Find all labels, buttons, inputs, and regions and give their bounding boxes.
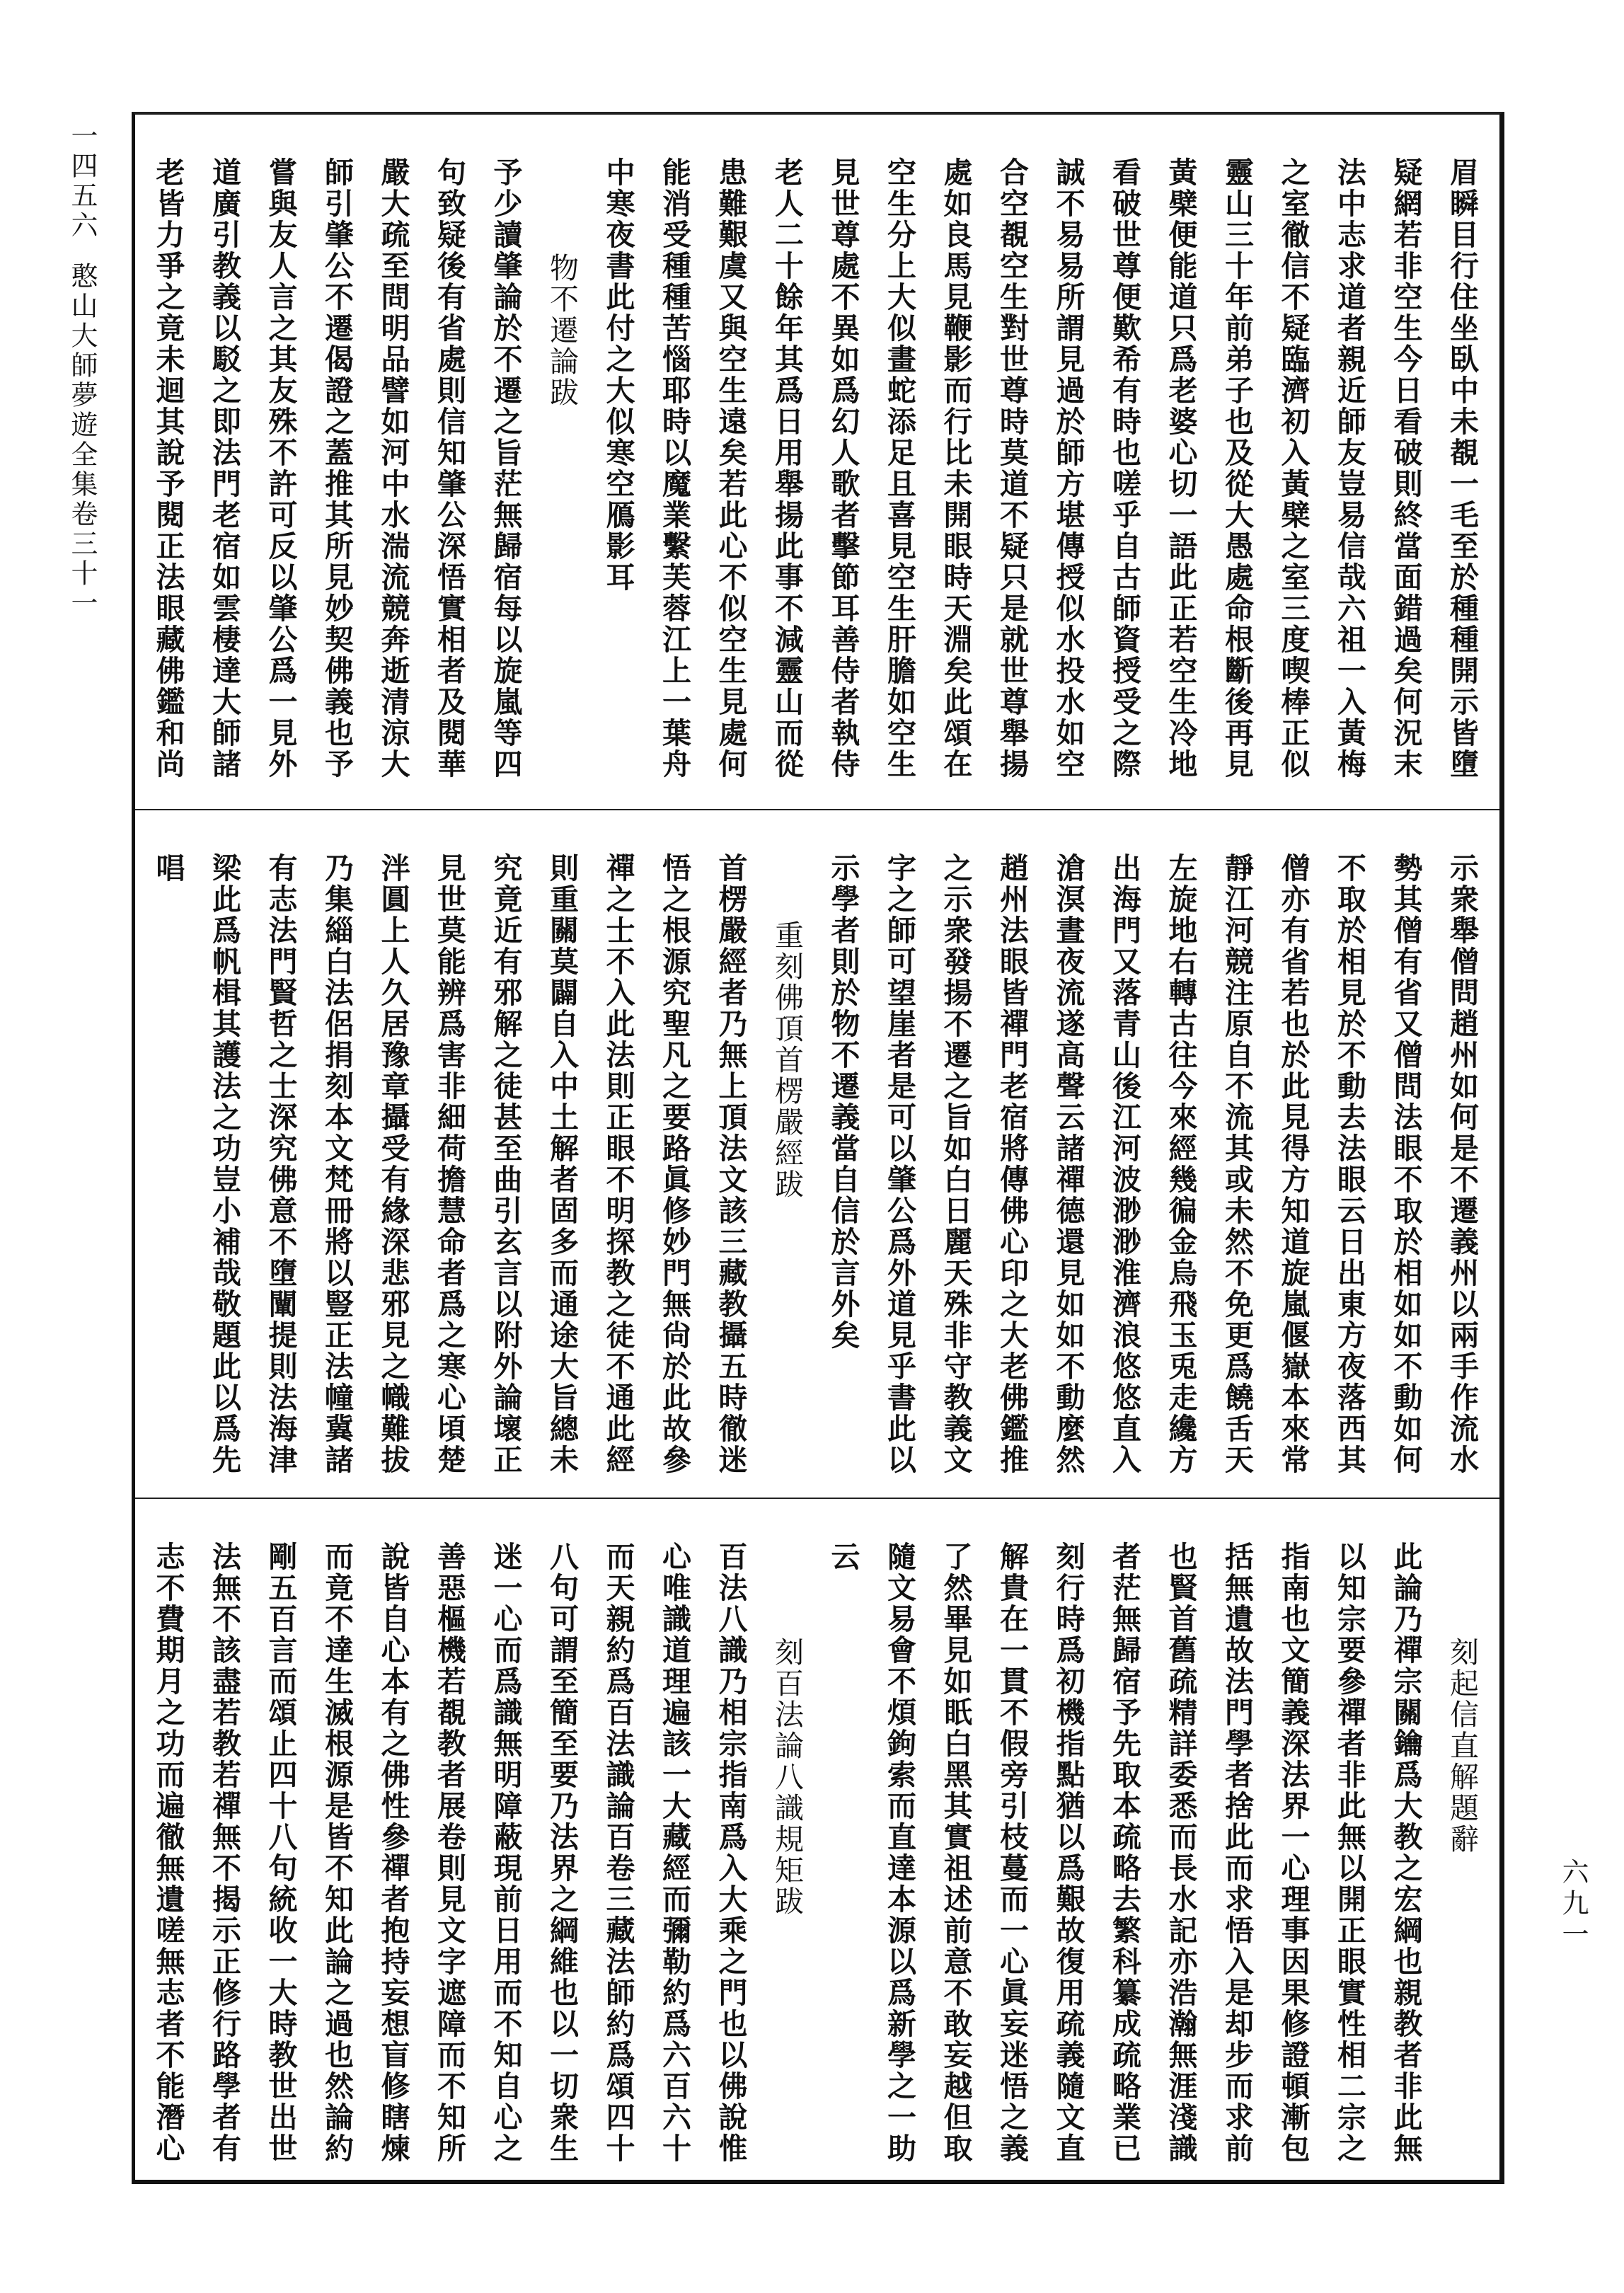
text-column: 左旋地右轉古往今來經幾徧金烏飛玉兎走纔方 [1163,853,1198,1476]
text-column: 此論乃禪宗關鑰爲大教之宏綱也親教者非此無 [1388,1541,1423,2164]
text-column: 見世莫能辨爲害非細荷擔慧命者爲之寒心頃楚 [432,853,466,1476]
text-column: 字之師可望崖者是可以肇公爲外道見乎書此以 [882,853,916,1476]
text-column: 老人二十餘年其爲日用舉揚此事不減靈山而從 [770,157,804,780]
text-column: 也賢首舊疏精詳委悉而長水記亦浩瀚無涯淺識 [1163,1541,1198,2164]
text-column: 括無遺故法門學者捨此而求悟入是却步而求前 [1220,1541,1254,2164]
text-column: 嘗與友人言之其友殊不許可反以肇公爲一見外 [263,157,298,780]
text-column: 趙州法眼皆禪門老宿將傳佛心印之大老佛鑑推 [995,853,1029,1476]
text-column: 眉瞬目行住坐臥中未覩一毛至於種種開示皆墮 [1445,157,1479,780]
text-column: 迷一心而爲識無明障蔽現前日用而不知自心之 [488,1541,523,2164]
text-column: 合空覩空生對世尊時莫道不疑只是就世尊舉揚 [995,157,1029,780]
page-number-right: 六九一 [1557,1858,1589,1951]
book-title: 憨山大師夢遊全集卷三十一 [67,262,98,619]
text-column: 志不費期月之功而遍徹無遺嗟無志者不能潛心 [151,1541,185,2164]
text-column: 禪之士不入此法則正眼不明探教之徒不通此經 [601,853,635,1476]
text-column: 唱 [151,853,185,884]
text-column: 泮圓上人久居豫章攝受有緣深悲邪見之幟難拔 [376,853,410,1476]
text-column: 出海門又落青山後江河波渺渺淮濟浪悠悠直入 [1107,853,1141,1476]
text-column: 之示衆發揚不遷之旨如白日麗天殊非守教義文 [938,853,973,1476]
text-column: 患難艱虞又與空生遠矣若此心不似空生見處何 [713,157,748,780]
text-column: 師引肇公不遷偈證之蓋推其所見妙契佛義也予 [320,157,354,780]
text-column: 剛五百言而頌止四十八句統收一大時教世出世 [263,1541,298,2164]
text-column: 悟之根源究聖凡之要路眞修妙門無尙於此故參 [657,853,691,1476]
page-frame [132,112,1504,2184]
section-title: 刻起信直解題辭 [1445,1637,1479,1855]
text-column: 百法八識乃相宗指南爲入大乘之門也以佛說惟 [713,1541,748,2164]
text-column: 之室徹信不疑臨濟初入黃檗之室三度喫棒正似 [1276,157,1311,780]
text-column: 黃檗便能道只爲老婆心切一語此正若空生冷地 [1163,157,1198,780]
text-column: 指南也文簡義深法界一心理事因果修證頓漸包 [1276,1541,1311,2164]
text-column: 而天親約爲百法識論百卷三藏法師約爲頌四十 [601,1541,635,2164]
text-band-top [135,115,1499,810]
text-band-middle [135,810,1499,1499]
text-column: 八句可謂至簡至要乃法界之綱維也以一切衆生 [545,1541,579,2164]
text-column: 不取於相見於不動去法眼云日出東方夜落西其 [1332,853,1366,1476]
text-column: 法無不該盡若教若禪無不揭示正修行路學者有 [207,1541,241,2164]
text-column: 乃集緇白法侶捐刻本文梵冊將以豎正法幢冀諸 [320,853,354,1476]
text-column: 說皆自心本有之佛性參禪者抱持妄想盲修瞎煉 [376,1541,410,2164]
text-column: 善惡樞機若覩教者展卷則見文字遮障而不知所 [432,1541,466,2164]
text-column: 解貴在一貫不假旁引枝蔓而一心眞妄迷悟之義 [995,1541,1029,2164]
text-column: 隨文易會不煩鉤索而直達本源以爲新學之一助 [882,1541,916,2164]
text-column: 首楞嚴經者乃無上頂法文該三藏教攝五時徹迷 [713,853,748,1476]
text-column: 者茫無歸宿予先取本疏略去繁科纂成疏略業已 [1107,1541,1141,2164]
text-column: 示學者則於物不遷義當自信於言外矣 [826,853,860,1351]
text-column: 老皆力爭之竟未迴其說予閱正法眼藏佛鑑和尚 [151,157,185,780]
text-column: 處如良馬見鞭影而行比未開眼時天淵矣此頌在 [938,157,973,780]
text-column: 道廣引教義以駁之即法門老宿如雲棲達大師諸 [207,157,241,780]
text-column: 滄溟晝夜流遂高聲云諸禪德還見如如不動麼然 [1051,853,1085,1476]
section-title: 刻百法論八識規矩跋 [770,1637,804,1917]
text-column: 以知宗要參禪者非此無以開正眼實性相二宗之 [1332,1541,1366,2164]
text-column: 了然畢見如眂白黑其實祖述前意不敢妄越但取 [938,1541,973,2164]
text-column: 示衆舉僧問趙州如何是不遷義州以兩手作流水 [1445,853,1479,1476]
text-column: 刻行時爲初機指點猶以爲艱故復用疏義隨文直 [1051,1541,1085,2164]
text-column: 空生分上大似畫蛇添足且喜見空生肝膽如空生 [882,157,916,780]
text-column: 靜江河競注原自不流其或未然不免更爲饒舌天 [1220,853,1254,1476]
text-column: 中寒夜書此付之大似寒空鴈影耳 [601,157,635,593]
text-band-bottom [135,1499,1499,2183]
text-column: 梁此爲帆楫其護法之功豈小補哉敬題此以爲先 [207,853,241,1476]
text-column: 法中志求道者親近師友豈易信哉六祖一入黃梅 [1332,157,1366,780]
text-column: 嚴大疏至問明品譬如河中水湍流競奔逝清涼大 [376,157,410,780]
page-number-left: 一四五六 [67,122,98,241]
text-column: 有志法門賢哲之士深究佛意不墮闡提則法海津 [263,853,298,1476]
text-column: 靈山三十年前弟子也及從大愚處命根斷後再見 [1220,157,1254,780]
text-column: 而竟不達生滅根源是皆不知此論之過也然論約 [320,1541,354,2164]
text-column: 云 [826,1541,860,1573]
text-column: 句致疑後有省處則信知肇公深悟實相者及閱華 [432,157,466,780]
text-column: 疑網若非空生今日看破則終當面錯過矣何況末 [1388,157,1423,780]
text-column: 予少讀肇論於不遷之旨茫無歸宿每以旋嵐等四 [488,157,523,780]
text-column: 能消受種種苦惱耶時以魔業繫芙蓉江上一葉舟 [657,157,691,780]
section-title: 物不遷論跋 [545,253,579,408]
section-title: 重刻佛頂首楞嚴經跋 [770,920,804,1200]
text-column: 勢其僧有省又僧問法眼不取於相如如不動如何 [1388,853,1423,1476]
left-margin-header [68,122,96,619]
text-column: 誠不易易所謂見過於師方堪傳授似水投水如空 [1051,157,1085,780]
text-column: 見世尊處不異如爲幻人歌者擊節耳善侍者執侍 [826,157,860,780]
text-column: 心唯識道理遍該一大藏經而彌勒約爲六百六十 [657,1541,691,2164]
text-column: 究竟近有邪解之徒甚至曲引玄言以附外論壞正 [488,853,523,1476]
text-column: 則重關莫闢自入中土解者固多而通途大旨總未 [545,853,579,1476]
text-column: 看破世尊便歎希有時也嗟乎自古師資授受之際 [1107,157,1141,780]
text-column: 僧亦有省若也於此見得方知道旋嵐偃嶽本來常 [1276,853,1311,1476]
